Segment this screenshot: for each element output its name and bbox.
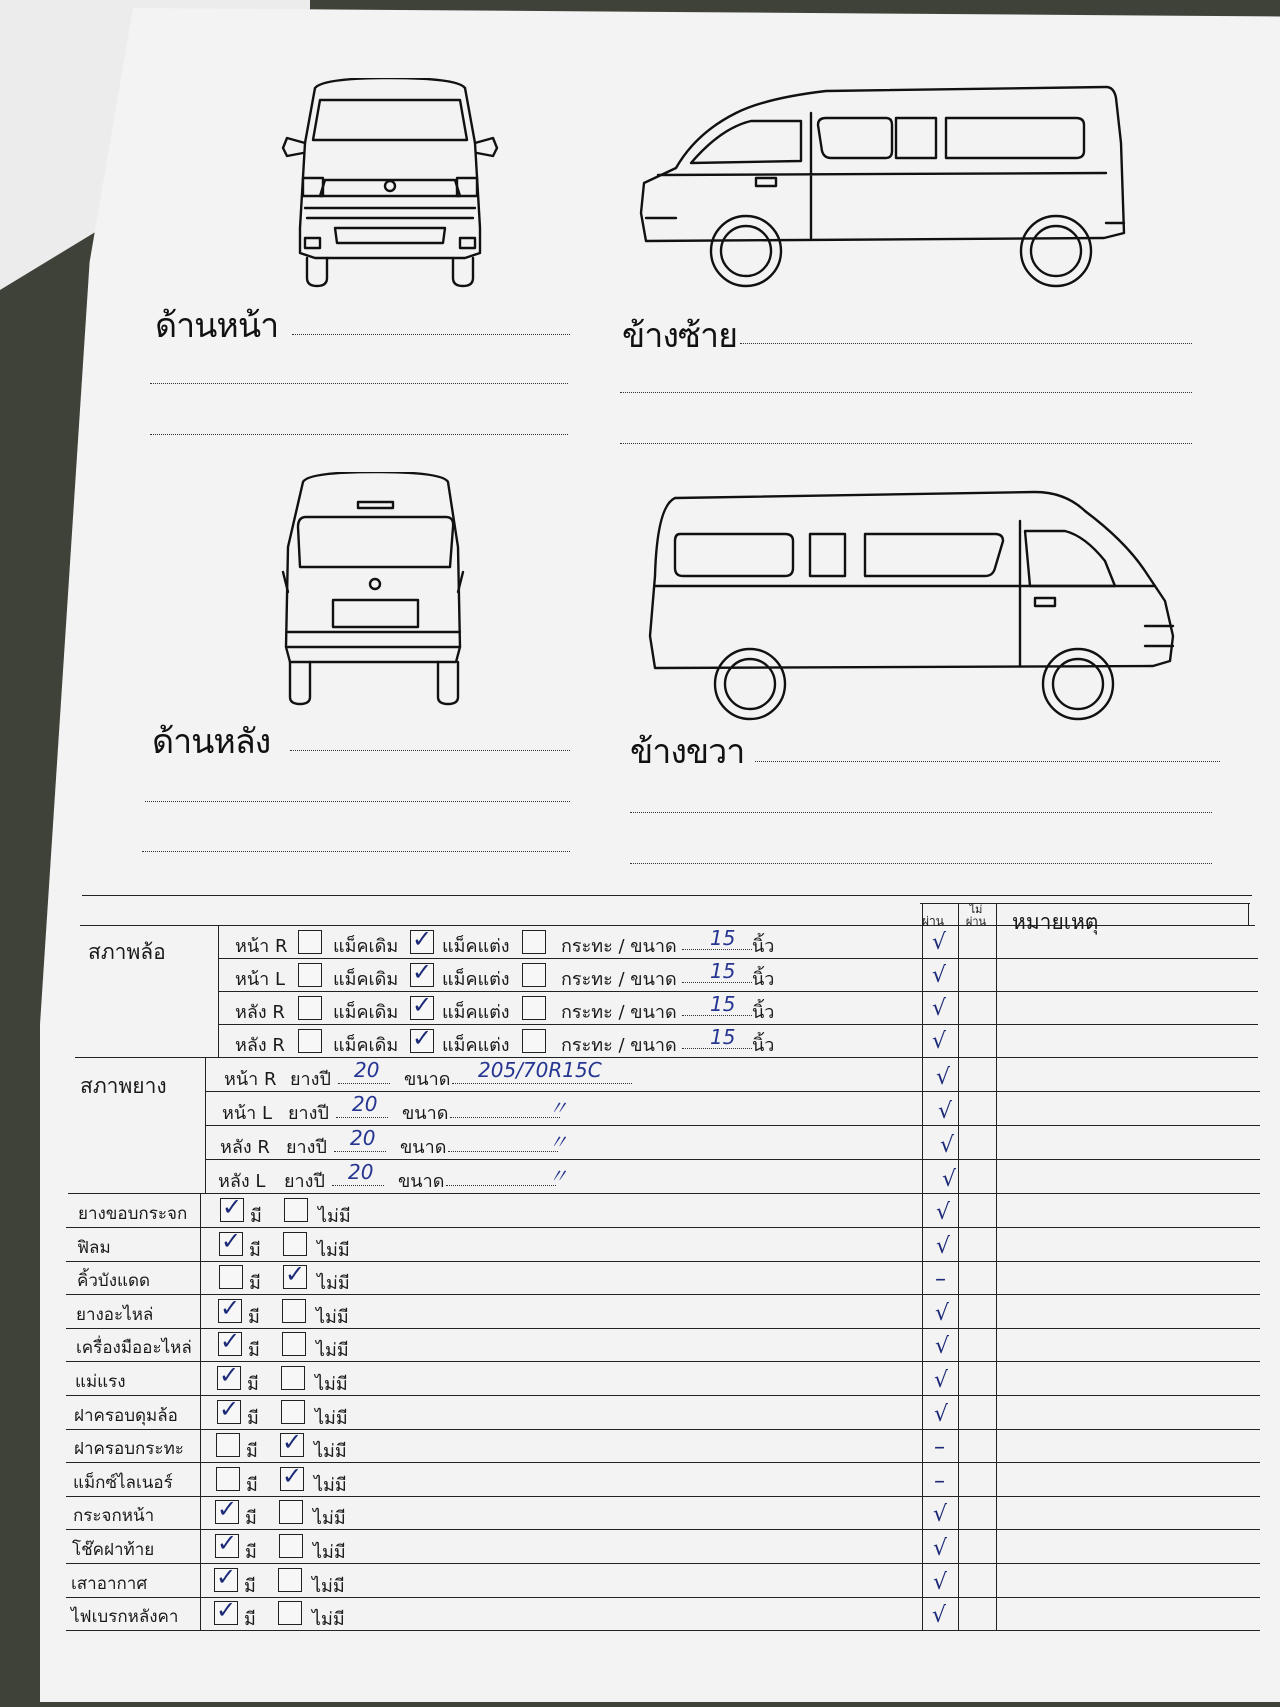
not-have-checkbox[interactable] [278, 1568, 302, 1592]
row-rule [66, 1429, 1260, 1430]
equipment-name: ฝาครอบกระทะ [74, 1439, 184, 1459]
equipment-name: เครื่องมืออะไหล่ [76, 1338, 192, 1358]
tire-section-label: สภาพยาง [80, 1074, 167, 1098]
wheel-section-bottom [75, 1057, 220, 1058]
pass-mark: √ [936, 1200, 951, 1225]
wheel-position: หน้า L [235, 969, 286, 990]
row-rule [66, 1395, 1260, 1396]
not-have-label: ไม่มี [316, 1307, 349, 1328]
pass-column-left [922, 903, 923, 1630]
check-mark: ✓ [282, 1428, 303, 1456]
not-have-checkbox[interactable] [281, 1366, 305, 1390]
modified-mag-label: แม็คแต่ง [442, 936, 510, 957]
tire-size-value: 〃 [548, 1130, 568, 1154]
equipment-name: แม่แรง [75, 1372, 126, 1392]
wheel-position-checkbox[interactable] [298, 963, 322, 987]
tire-position: หน้า L [222, 1103, 273, 1124]
pass-mark: √ [935, 1334, 950, 1359]
pass-mark: √ [938, 1099, 953, 1124]
modified-mag-checkbox[interactable] [522, 996, 546, 1020]
not-have-label: ไม่มี [314, 1475, 347, 1496]
front-note-line-3 [150, 434, 568, 435]
has-label: มี [250, 1206, 262, 1227]
not-have-label: ไม่มี [312, 1576, 345, 1597]
has-checkbox[interactable] [216, 1467, 240, 1491]
tire-year-value: 20 [350, 1126, 376, 1150]
rear-note-line-1 [290, 750, 570, 751]
wheel-position: หลัง R [235, 1002, 285, 1023]
has-label: มี [247, 1408, 259, 1429]
row-rule [66, 1328, 1260, 1329]
has-label: มี [245, 1508, 257, 1529]
pass-mark: √ [933, 1570, 948, 1595]
not-have-checkbox[interactable] [283, 1232, 307, 1256]
check-mark: ✓ [219, 1395, 240, 1423]
rim-size-value: 15 [710, 1025, 736, 1049]
tire-size-value: 〃 [548, 1096, 568, 1120]
header-right-edge [1248, 903, 1249, 925]
fail-header: ไม่ผ่าน [965, 903, 987, 928]
rim-size-unit: นิ้ว [752, 969, 775, 990]
not-have-checkbox[interactable] [284, 1198, 308, 1222]
van-front-drawing [275, 78, 505, 290]
right-note-line-2 [630, 812, 1212, 813]
check-mark: ✓ [216, 1596, 237, 1624]
wheel-position-checkbox[interactable] [298, 1029, 322, 1053]
not-have-checkbox[interactable] [279, 1500, 303, 1524]
rim-size-unit: นิ้ว [752, 936, 775, 957]
not-have-label: ไม่มี [315, 1408, 348, 1429]
tire-size-value: 〃 [548, 1164, 568, 1188]
check-mark: ✓ [220, 1294, 241, 1322]
tire-size-value: 205/70R15C [478, 1058, 602, 1082]
tire-position: หลัง R [220, 1137, 270, 1158]
modified-mag-checkbox[interactable] [522, 930, 546, 954]
tire-year-label: ยางปี [288, 1103, 329, 1124]
rim-size-label: กระทะ / ขนาด [561, 1035, 677, 1056]
row-rule [66, 1227, 1260, 1228]
check-mark: ✓ [412, 1024, 433, 1052]
tire-position: หลัง L [218, 1171, 266, 1192]
pass-mark: √ [932, 963, 947, 988]
fail-column-right [996, 903, 997, 1630]
rear-note-line-3 [142, 851, 570, 852]
pass-header: ผ่าน [922, 914, 944, 928]
not-have-checkbox[interactable] [282, 1332, 306, 1356]
tire-size-line [446, 1185, 556, 1186]
front-note-line-1 [292, 334, 570, 335]
modified-mag-checkbox[interactable] [522, 963, 546, 987]
tire-section-bottom [68, 1193, 208, 1194]
equipment-name: โช๊คฝาท้าย [72, 1540, 155, 1560]
not-have-checkbox[interactable] [281, 1400, 305, 1424]
pass-mark: – [934, 1435, 945, 1460]
left-note-line-3 [620, 443, 1192, 444]
tire-year-label: ยางปี [290, 1069, 331, 1090]
tire-size-line [448, 1151, 558, 1152]
rim-size-value: 15 [710, 926, 736, 950]
not-have-label: ไม่มี [316, 1340, 349, 1361]
pass-mark: – [934, 1469, 945, 1494]
tire-size-line [452, 1083, 632, 1084]
rim-size-unit: นิ้ว [752, 1002, 775, 1023]
check-mark: ✓ [282, 1462, 303, 1490]
wheel-position: หน้า R [235, 936, 288, 957]
check-mark: ✓ [217, 1495, 238, 1523]
tire-year-value: 20 [352, 1092, 378, 1116]
has-label: มี [244, 1576, 256, 1597]
tire-year-label: ยางปี [284, 1171, 325, 1192]
has-label: มี [249, 1273, 261, 1294]
row-rule [66, 1294, 1260, 1295]
left-note-line-2 [620, 392, 1192, 393]
row-rule [205, 1193, 1260, 1194]
van-right-side-drawing [645, 486, 1200, 722]
pass-mark: √ [932, 1603, 947, 1628]
modified-mag-label: แม็คแต่ง [442, 969, 510, 990]
row-rule [66, 1361, 1260, 1362]
equipment-name: คิ้วบังแดด [77, 1271, 151, 1291]
van-left-side-drawing [636, 83, 1171, 295]
tire-size-line [450, 1117, 560, 1118]
view-label-rear: ด้านหลัง [152, 722, 271, 762]
pass-mark: √ [936, 1234, 951, 1259]
check-mark: ✓ [216, 1563, 237, 1591]
tire-year-line [334, 1151, 386, 1152]
wheel-position: หลัง R [235, 1035, 285, 1056]
remark-header: หมายเหตุ [1012, 910, 1099, 934]
equipment-name: ฝาครอบดุมล้อ [74, 1406, 178, 1426]
not-have-label: ไม่มี [317, 1273, 350, 1294]
check-mark: ✓ [220, 1327, 241, 1355]
tire-year-label: ยางปี [286, 1137, 327, 1158]
has-label: มี [246, 1475, 258, 1496]
has-label: มี [246, 1441, 258, 1462]
not-have-checkbox[interactable] [278, 1601, 302, 1625]
has-label: มี [244, 1609, 256, 1630]
rim-size-unit: นิ้ว [752, 1035, 775, 1056]
check-mark: ✓ [412, 925, 433, 953]
front-note-line-2 [150, 383, 568, 384]
rim-size-label: กระทะ / ขนาด [561, 1002, 677, 1023]
not-have-label: ไม่มี [314, 1441, 347, 1462]
rear-note-line-2 [145, 801, 570, 802]
wheel-position-checkbox[interactable] [298, 996, 322, 1020]
equipment-name: แม็กซ์ไลเนอร์ [73, 1473, 173, 1493]
wheel-position-checkbox[interactable] [298, 930, 322, 954]
left-note-line-1 [740, 343, 1192, 344]
tire-position: หน้า R [224, 1069, 277, 1090]
right-note-line-3 [630, 863, 1212, 864]
modified-mag-checkbox[interactable] [522, 1029, 546, 1053]
not-have-label: ไม่มี [313, 1542, 346, 1563]
pass-mark: √ [940, 1133, 955, 1158]
check-mark: ✓ [219, 1361, 240, 1389]
has-label: มี [248, 1340, 260, 1361]
equipment-name: กระจกหน้า [73, 1506, 155, 1526]
modified-mag-label: แม็คแต่ง [442, 1035, 510, 1056]
equipment-name: ไฟเบรกหลังคา [71, 1607, 179, 1627]
pass-mark: √ [932, 996, 947, 1021]
has-checkbox[interactable] [219, 1265, 243, 1289]
tire-year-value: 20 [354, 1058, 380, 1082]
equipment-name: เสาอากาศ [71, 1574, 148, 1594]
pass-mark: √ [932, 1029, 947, 1054]
rim-size-label: กระทะ / ขนาด [561, 936, 677, 957]
check-mark: ✓ [285, 1260, 306, 1288]
has-label: มี [248, 1307, 260, 1328]
check-mark: ✓ [217, 1529, 238, 1557]
has-label: มี [245, 1542, 257, 1563]
tire-year-line [338, 1083, 390, 1084]
tire-size-label: ขนาด [400, 1137, 447, 1158]
not-have-label: ไม่มี [315, 1374, 348, 1395]
wheel-section-label: สภาพล้อ [88, 940, 166, 964]
has-label: มี [247, 1374, 259, 1395]
check-mark: ✓ [412, 958, 433, 986]
equipment-name: ยางอะไหล่ [76, 1305, 154, 1325]
has-label: มี [249, 1240, 261, 1261]
view-label-left: ข้างซ้าย [622, 316, 738, 356]
has-checkbox[interactable] [216, 1433, 240, 1457]
pass-mark: √ [933, 1536, 948, 1561]
check-mark: ✓ [412, 991, 433, 1019]
equipment-name-rule [200, 1193, 201, 1630]
tire-year-value: 20 [348, 1160, 374, 1184]
original-mag-label: แม็คเดิม [333, 1035, 399, 1056]
check-mark: ✓ [222, 1193, 243, 1221]
not-have-label: ไม่มี [318, 1206, 351, 1227]
tire-size-label: ขนาด [404, 1069, 451, 1090]
original-mag-label: แม็คเดิม [333, 1002, 399, 1023]
pass-mark: √ [932, 930, 947, 955]
not-have-label: ไม่มี [317, 1240, 350, 1261]
rim-size-label: กระทะ / ขนาด [561, 969, 677, 990]
tire-year-line [336, 1117, 388, 1118]
pass-mark: √ [934, 1402, 949, 1427]
right-note-line-1 [755, 761, 1220, 762]
original-mag-label: แม็คเดิม [333, 969, 399, 990]
rim-size-value: 15 [710, 959, 736, 983]
tire-size-label: ขนาด [398, 1171, 445, 1192]
rim-size-value: 15 [710, 992, 736, 1016]
pass-mark: √ [942, 1167, 957, 1192]
pass-mark: √ [935, 1301, 950, 1326]
pass-mark: √ [936, 1065, 951, 1090]
view-label-right: ข้างขวา [630, 732, 745, 772]
check-mark: ✓ [221, 1227, 242, 1255]
modified-mag-label: แม็คแต่ง [442, 1002, 510, 1023]
pass-column-right [958, 903, 959, 1630]
pass-mark: √ [933, 1502, 948, 1527]
equipment-name: ฟิลม [77, 1238, 111, 1258]
van-rear-drawing [278, 472, 473, 712]
row-rule [66, 1261, 1260, 1262]
not-have-checkbox[interactable] [282, 1299, 306, 1323]
equipment-name: ยางขอบกระจก [78, 1204, 188, 1224]
tire-year-line [332, 1185, 384, 1186]
view-label-front: ด้านหน้า [155, 306, 279, 346]
not-have-label: ไม่มี [312, 1609, 345, 1630]
pass-mark: √ [934, 1368, 949, 1393]
pass-mark: – [935, 1267, 946, 1292]
original-mag-label: แม็คเดิม [333, 936, 399, 957]
not-have-label: ไม่มี [313, 1508, 346, 1529]
not-have-checkbox[interactable] [279, 1534, 303, 1558]
table-top-rule [82, 895, 1252, 896]
tire-size-label: ขนาด [402, 1103, 449, 1124]
